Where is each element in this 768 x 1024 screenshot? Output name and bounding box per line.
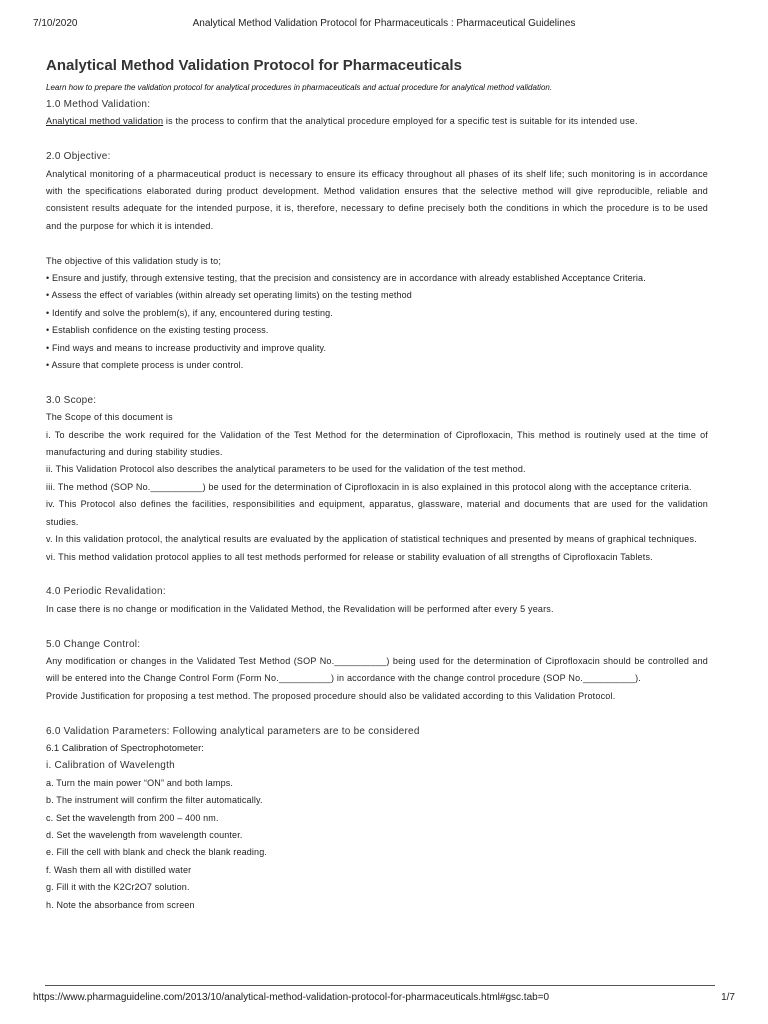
analytical-method-validation-link[interactable]: Analytical method validation bbox=[46, 116, 164, 127]
section-4-heading: 4.0 Periodic Revalidation: bbox=[46, 586, 166, 598]
document-subtitle: Learn how to prepare the validation protocol for analytical procedures in pharmaceuticals and actual procedure for analytical method validation. bbox=[46, 83, 553, 92]
footer-page-number: 1/7 bbox=[721, 992, 735, 1003]
objective-bullet: • Assure that complete process is under control. bbox=[46, 360, 244, 371]
document-body bbox=[46, 56, 708, 914]
scope-item: vi. This method validation protocol applies to all test methods performed for release or stability evaluation of all strengths of Ciprofloxacin Tablets. bbox=[46, 551, 653, 562]
section-3-intro: The Scope of this document is bbox=[46, 412, 173, 423]
calibration-step: c. Set the wavelength from 200 – 400 nm. bbox=[46, 812, 219, 823]
scope-item: i. To describe the work required for the Validation of the Test Method for the determination of Ciprofloxacin, This method is routinely used at the time of manufacturing and during stability studies. bbox=[46, 429, 708, 458]
calibration-step: e. Fill the cell with blank and check the blank reading. bbox=[46, 847, 268, 858]
calibration-step: f. Wash them all with distilled water bbox=[46, 864, 192, 875]
section-5-paragraph: Any modification or changes in the Validated Test Method (SOP No.__________) being used for the determination of Ciprofloxacin should be controlled and will be entered into the Change Control Form (Form No.__________) in accordance with the change control procedure (SOP No.__________). bbox=[46, 655, 708, 684]
section-4-text: In case there is no change or modification in the Validated Method, the Revalidation will be performed after every 5 years. bbox=[46, 603, 554, 614]
objective-bullet: • Ensure and justify, through extensive testing, that the precision and consistency are in accordance with already established Acceptance Criteria. bbox=[46, 273, 646, 284]
header-date: 7/10/2020 bbox=[33, 18, 78, 29]
scope-item: iii. The method (SOP No.__________) be used for the determination of Ciprofloxacin in is also explained in this protocol along with the acceptance criteria. bbox=[46, 481, 692, 492]
scope-item: iv. This Protocol also defines the facilities, responsibilities and equipment, apparatus, glassware, material and documents that are used for the validation studies. bbox=[46, 499, 708, 527]
calibration-step: g. Fill it with the K2Cr2O7 solution. bbox=[46, 882, 190, 893]
objective-bullet: • Establish confidence on the existing testing process. bbox=[46, 325, 269, 336]
footer-url: https://www.pharmaguideline.com/2013/10/analytical-method-validation-protocol-for-pharmaceuticals.html#gsc.tab=0 bbox=[33, 992, 550, 1003]
section-5-justification: Provide Justification for proposing a test method. The proposed procedure should also be validated according to this Validation Protocol. bbox=[46, 690, 616, 701]
wavelength-calibration-heading: i. Calibration of Wavelength bbox=[46, 760, 175, 772]
document-title: Analytical Method Validation Protocol for Pharmaceuticals bbox=[46, 57, 462, 74]
section-6-heading: 6.0 Validation Parameters: Following analytical parameters are to be considered bbox=[46, 725, 420, 737]
section-2-intro: The objective of this validation study is to; bbox=[46, 255, 222, 266]
objective-bullet: • Identify and solve the problem(s), if any, encountered during testing. bbox=[46, 307, 333, 318]
section-5-heading: 5.0 Change Control: bbox=[46, 638, 141, 650]
calibration-step: d. Set the wavelength from wavelength counter. bbox=[46, 829, 243, 840]
section-2-paragraph: Analytical monitoring of a pharmaceutical product is necessary to ensure its efficacy throughout all phases of its shelf life; such monitoring is in accordance with the specifications elaborated during product development. Method validation ensures that the selective method will give reproducible, reliable and consistent results adequate for the intended purpose, it is, therefore, necessary to define precisely both the conditions in which the procedure is to be used and the purpose for which it is intended. bbox=[46, 168, 708, 231]
footer-divider bbox=[45, 985, 715, 986]
scope-item: v. In this validation protocol, the analytical results are evaluated by the application of statistical techniques and presented by means of graphical techniques. bbox=[46, 534, 697, 545]
section-3-heading: 3.0 Scope: bbox=[46, 394, 97, 406]
section-1-text bbox=[46, 113, 708, 130]
calibration-step: b. The instrument will confirm the filter automatically. bbox=[46, 795, 263, 806]
scope-item: ii. This Validation Protocol also describes the analytical parameters to be used for the validation of the test method. bbox=[46, 464, 526, 475]
objective-bullet: • Assess the effect of variables (within already set operating limits) on the testing method bbox=[46, 290, 412, 301]
section-1-sentence: is the process to confirm that the analytical procedure employed for a specific test is suitable for its intended use. bbox=[163, 116, 638, 127]
objective-bullet: • Find ways and means to increase productivity and improve quality. bbox=[46, 342, 327, 353]
calibration-step: h. Note the absorbance from screen bbox=[46, 899, 195, 910]
section-2-heading: 2.0 Objective: bbox=[46, 151, 111, 163]
header-title: Analytical Method Validation Protocol for Pharmaceuticals : Pharmaceutical Guidelines bbox=[192, 18, 576, 29]
calibration-step: a. Turn the main power “ON” and both lamps. bbox=[46, 777, 234, 788]
section-6-1-heading: 6.1 Calibration of Spectrophotometer: bbox=[46, 742, 204, 754]
section-1-heading: 1.0 Method Validation: bbox=[46, 99, 151, 110]
